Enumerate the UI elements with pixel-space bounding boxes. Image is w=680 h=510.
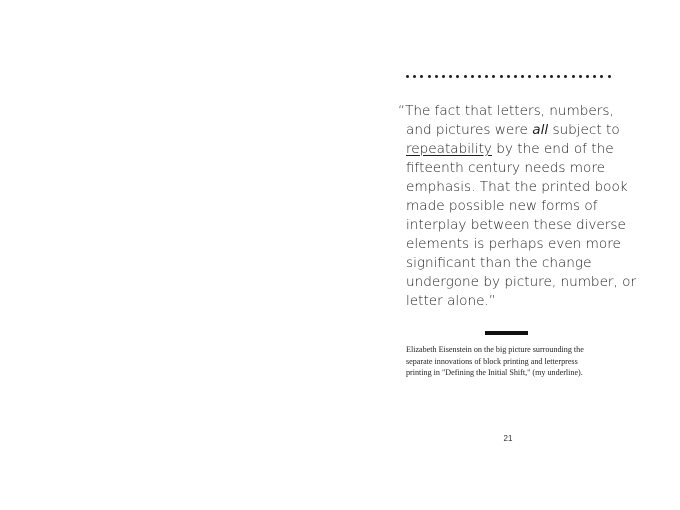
quote-line: undergone by picture, number, or bbox=[406, 274, 637, 290]
rule-dot bbox=[550, 75, 553, 78]
quote-line: made possible new forms of bbox=[406, 198, 598, 214]
quote-line: significant than the change bbox=[406, 255, 592, 271]
quote-text: by the end of the bbox=[491, 141, 614, 157]
pull-quote bbox=[398, 102, 637, 311]
rule-dot bbox=[500, 75, 503, 78]
quote-line bbox=[398, 121, 623, 140]
rule-dot bbox=[543, 75, 546, 78]
rule-dot bbox=[478, 75, 481, 78]
caption-line: printing in "Defining the Initial Shift," (my underline). bbox=[406, 368, 583, 377]
rule-dot bbox=[442, 75, 445, 78]
rule-dot bbox=[471, 75, 474, 78]
quote-line: interplay between these diverse bbox=[406, 217, 626, 233]
caption-line: Elizabeth Eisenstein on the big picture surrounding the bbox=[406, 345, 584, 354]
rule-dot bbox=[536, 75, 539, 78]
dotted-rule bbox=[406, 73, 610, 79]
rule-dot bbox=[428, 75, 431, 78]
rule-dot bbox=[564, 75, 567, 78]
quote-text: subject to bbox=[548, 122, 620, 138]
rule-dot bbox=[456, 75, 459, 78]
rule-dot bbox=[579, 75, 582, 78]
rule-dot bbox=[406, 75, 409, 78]
caption-line: separate innovations of block printing and letterpress bbox=[406, 356, 578, 366]
rule-dot bbox=[528, 75, 531, 78]
rule-dot bbox=[572, 75, 575, 78]
divider-bar bbox=[485, 331, 528, 335]
quote-underline: repeatability bbox=[406, 141, 492, 157]
rule-dot bbox=[514, 75, 517, 78]
rule-dot bbox=[435, 75, 438, 78]
quote-line: “The fact that letters, numbers, bbox=[398, 103, 614, 119]
quote-line: elements is perhaps even more bbox=[406, 236, 621, 252]
rule-dot bbox=[464, 75, 467, 78]
attribution-caption bbox=[406, 344, 606, 379]
quote-line bbox=[398, 140, 623, 159]
rule-dot bbox=[593, 75, 596, 78]
rule-dot bbox=[507, 75, 510, 78]
rule-dot bbox=[586, 75, 589, 78]
rule-dot bbox=[449, 75, 452, 78]
rule-dot bbox=[608, 75, 611, 78]
rule-dot bbox=[521, 75, 524, 78]
quote-emphasis: all bbox=[532, 122, 549, 138]
quote-line: emphasis. That the printed book bbox=[406, 179, 628, 195]
quote-line: fifteenth century needs more bbox=[406, 160, 605, 176]
rule-dot bbox=[420, 75, 423, 78]
rule-dot bbox=[557, 75, 560, 78]
rule-dot bbox=[492, 75, 495, 78]
quote-text: and pictures were bbox=[406, 122, 533, 138]
rule-dot bbox=[413, 75, 416, 78]
page-number: 21 bbox=[503, 434, 513, 443]
rule-dot bbox=[485, 75, 488, 78]
rule-dot bbox=[600, 75, 603, 78]
quote-line: letter alone.” bbox=[406, 293, 496, 309]
